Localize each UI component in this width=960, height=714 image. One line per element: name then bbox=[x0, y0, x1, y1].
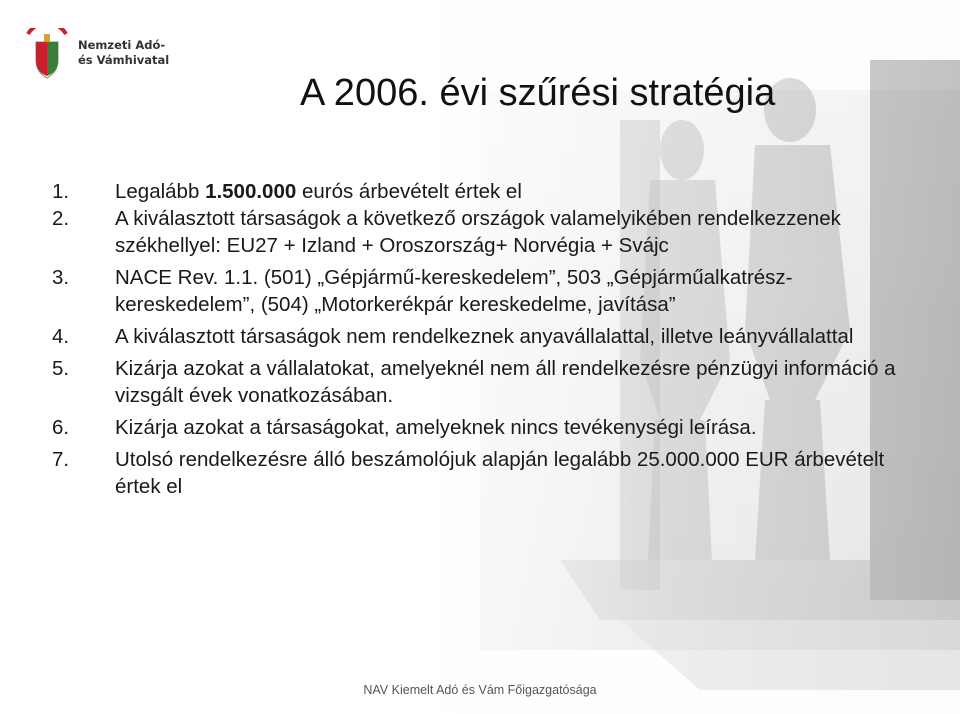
item-number: 4. bbox=[52, 325, 70, 348]
list-item bbox=[52, 178, 932, 205]
list-item bbox=[52, 446, 932, 500]
list-item bbox=[52, 323, 932, 350]
logo-line-2: és Vámhivatal bbox=[78, 53, 170, 67]
logo bbox=[22, 28, 202, 88]
item-text: Kizárja azokat a vállalatokat, amelyeknél nem áll rendelkezésre pénzügyi információ a vizsgált évek vonatkozásában. bbox=[115, 357, 896, 407]
item-number: 6. bbox=[52, 416, 70, 439]
item-number: 7. bbox=[52, 448, 70, 471]
item-text: Utolsó rendelkezésre álló beszámolójuk alapján legalább 25.000.000 EUR árbevételt értek el bbox=[115, 448, 885, 498]
item-text: NACE Rev. 1.1. (501) „Gépjármű-kereskedelem”, 503 „Gépjárműalkatrész-kereskedelem”, (504) „Motorkerékpár kereskedelme, javítása” bbox=[115, 266, 793, 316]
list-item bbox=[52, 414, 932, 441]
list-item bbox=[52, 205, 932, 259]
item-text-pre: Legalább bbox=[115, 180, 206, 203]
item-number: 1. bbox=[52, 180, 70, 203]
coat-of-arms-icon bbox=[22, 28, 72, 84]
logo-line-1: Nemzeti Adó- bbox=[78, 38, 166, 52]
item-text-bold: 1.500.000 bbox=[205, 180, 297, 203]
item-text: A kiválasztott társaságok nem rendelkeznek anyavállalattal, illetve leányvállalattal bbox=[115, 325, 854, 348]
item-text: A kiválasztott társaságok a következő országok valamelyikében rendelkezzenek székhellyel: EU27 + Izland + Oroszország+ Norvégia + Svájc bbox=[115, 207, 841, 257]
item-number: 2. bbox=[52, 207, 70, 230]
item-text: Kizárja azokat a társaságokat, amelyeknek nincs tevékenységi leírása. bbox=[115, 416, 757, 439]
item-number: 5. bbox=[52, 357, 70, 380]
logo-text bbox=[78, 38, 169, 68]
item-text-post: eurós árbevételt értek el bbox=[296, 180, 522, 203]
footer-text: NAV Kiemelt Adó és Vám Főigazgatósága bbox=[363, 683, 597, 697]
item-number: 3. bbox=[52, 266, 70, 289]
slide-title: A 2006. évi szűrési stratégia bbox=[300, 72, 776, 114]
criteria-list bbox=[52, 178, 932, 500]
list-item bbox=[52, 264, 932, 318]
list-item bbox=[52, 355, 932, 409]
